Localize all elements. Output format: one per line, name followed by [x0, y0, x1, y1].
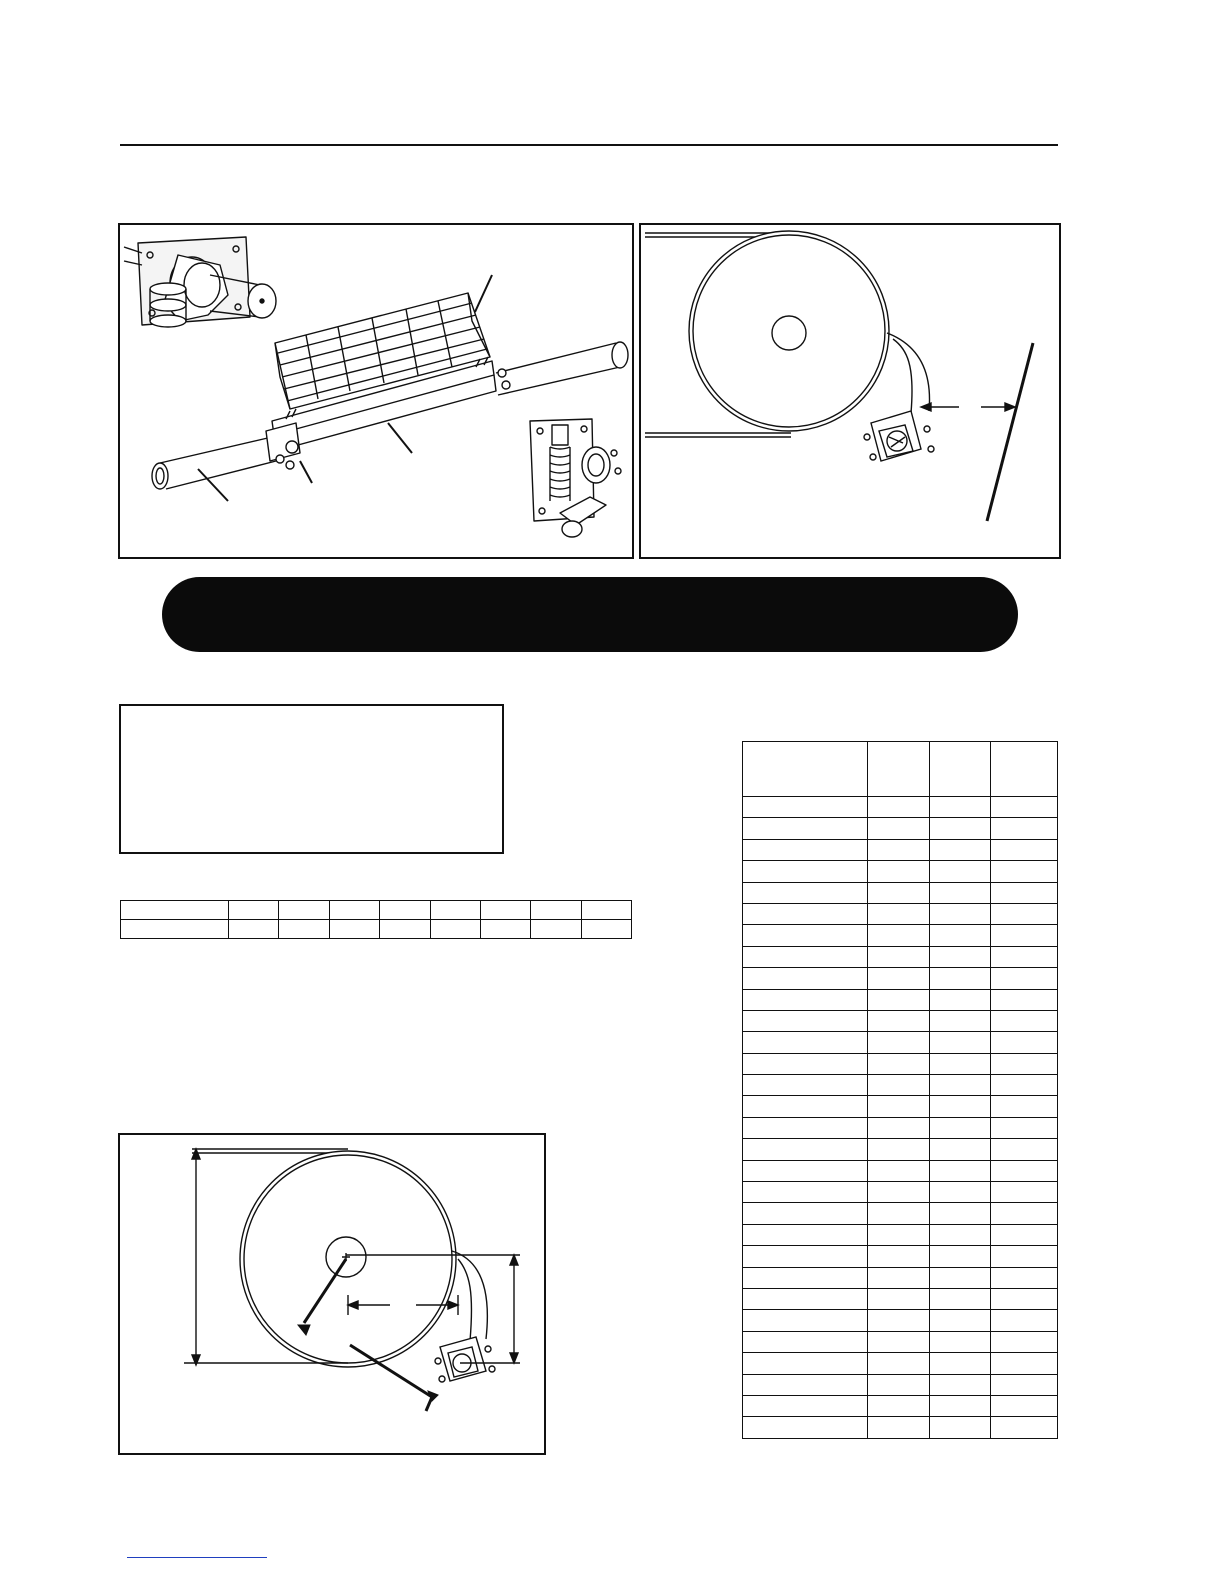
table-cell	[743, 968, 868, 989]
table-cell	[930, 1203, 991, 1224]
table-cell	[868, 968, 930, 989]
table-cell	[430, 920, 480, 939]
pulley-side-view-drawing	[641, 225, 1059, 557]
table-row	[743, 1053, 1058, 1074]
table-cell	[279, 920, 329, 939]
table-cell	[868, 1417, 930, 1438]
table-cell	[868, 882, 930, 903]
table-cell	[868, 946, 930, 967]
table-cell	[743, 882, 868, 903]
table-cell	[868, 1395, 930, 1416]
header-rule	[120, 144, 1058, 146]
table-cell	[991, 903, 1058, 924]
table-cell	[930, 1267, 991, 1288]
table-cell	[868, 1203, 930, 1224]
table-cell	[743, 1075, 868, 1096]
table-row	[121, 901, 632, 920]
table-cell	[991, 1203, 1058, 1224]
table-row	[743, 1139, 1058, 1160]
table-cell	[743, 1010, 868, 1031]
table-cell	[743, 1417, 868, 1438]
table-cell	[991, 882, 1058, 903]
table-cell	[868, 1117, 930, 1138]
table-cell	[229, 920, 279, 939]
table-row	[743, 1288, 1058, 1309]
table-cell	[229, 901, 279, 920]
table-cell	[743, 1160, 868, 1181]
table-row	[743, 861, 1058, 882]
table-row	[743, 1032, 1058, 1053]
pulley-dimension-drawing	[120, 1135, 544, 1453]
table-row	[743, 1395, 1058, 1416]
table-cell	[743, 1032, 868, 1053]
table-cell	[930, 1288, 991, 1309]
table-row	[743, 989, 1058, 1010]
table-cell	[991, 1288, 1058, 1309]
table-cell	[868, 839, 930, 860]
table-cell	[868, 1331, 930, 1352]
table-cell	[868, 1053, 930, 1074]
table-cell	[743, 1288, 868, 1309]
table-cell	[743, 1182, 868, 1203]
table-row	[743, 925, 1058, 946]
pulley-dimension-figure	[118, 1133, 546, 1455]
table-cell	[743, 1203, 868, 1224]
table-cell	[991, 1310, 1058, 1331]
table-cell	[991, 1267, 1058, 1288]
column-header	[743, 742, 868, 797]
footer-link[interactable]	[127, 1557, 267, 1558]
table-cell	[868, 818, 930, 839]
table-cell	[930, 968, 991, 989]
table-cell	[991, 1395, 1058, 1416]
table-cell	[991, 925, 1058, 946]
table-cell	[581, 901, 631, 920]
table-cell	[930, 1075, 991, 1096]
table-cell	[930, 1096, 991, 1117]
table-row	[743, 1246, 1058, 1267]
table-cell	[743, 1331, 868, 1352]
table-cell	[930, 925, 991, 946]
table-cell	[930, 903, 991, 924]
table-row	[743, 1353, 1058, 1374]
table-cell	[531, 901, 581, 920]
table-row	[743, 1182, 1058, 1203]
table-cell	[991, 1053, 1058, 1074]
table-cell	[743, 839, 868, 860]
table-cell	[743, 1246, 868, 1267]
table-cell	[930, 1331, 991, 1352]
table-cell	[991, 1010, 1058, 1031]
table-cell	[991, 818, 1058, 839]
cleaner-assembly-drawing	[120, 225, 632, 557]
note-box	[119, 704, 504, 854]
table-row	[743, 1224, 1058, 1245]
table-cell	[930, 1053, 991, 1074]
table-cell	[480, 920, 530, 939]
table-cell	[430, 901, 480, 920]
table-cell	[991, 989, 1058, 1010]
table-row	[743, 1160, 1058, 1181]
table-cell	[930, 1353, 991, 1374]
spec-table-body	[743, 797, 1058, 1439]
table-cell	[991, 839, 1058, 860]
table-cell	[868, 797, 930, 818]
table-cell	[991, 968, 1058, 989]
table-cell	[868, 1075, 930, 1096]
table-cell	[930, 1032, 991, 1053]
table-cell	[991, 1353, 1058, 1374]
table-header-row	[743, 742, 1058, 797]
table-cell	[743, 1053, 868, 1074]
table-row	[743, 1203, 1058, 1224]
table-row	[743, 903, 1058, 924]
table-cell	[930, 1160, 991, 1181]
table-cell	[930, 1224, 991, 1245]
table-cell	[930, 946, 991, 967]
table-row	[743, 818, 1058, 839]
table-cell	[581, 920, 631, 939]
table-cell	[380, 920, 430, 939]
table-cell	[743, 925, 868, 946]
table-cell	[991, 1417, 1058, 1438]
table-cell	[743, 1267, 868, 1288]
table-cell	[743, 797, 868, 818]
table-cell	[991, 1331, 1058, 1352]
table-cell	[868, 1224, 930, 1245]
table-cell	[991, 1224, 1058, 1245]
table-cell	[480, 901, 530, 920]
table-cell	[380, 901, 430, 920]
table-cell	[930, 1139, 991, 1160]
table-cell	[329, 901, 379, 920]
table-row	[743, 1331, 1058, 1352]
table-cell	[868, 1010, 930, 1031]
table-cell	[743, 1395, 868, 1416]
table-row	[743, 968, 1058, 989]
table-cell	[868, 861, 930, 882]
table-row	[743, 1417, 1058, 1438]
table-cell	[930, 818, 991, 839]
table-cell	[743, 903, 868, 924]
table-cell	[868, 1246, 930, 1267]
table-row	[743, 946, 1058, 967]
table-row	[743, 1310, 1058, 1331]
table-cell	[329, 920, 379, 939]
table-cell	[991, 797, 1058, 818]
table-cell	[868, 1182, 930, 1203]
table-cell	[930, 1246, 991, 1267]
table-cell	[930, 1374, 991, 1395]
table-cell	[868, 1374, 930, 1395]
table-cell	[991, 1374, 1058, 1395]
table-cell	[121, 901, 229, 920]
table-cell	[930, 882, 991, 903]
table-cell	[991, 1246, 1058, 1267]
column-header	[868, 742, 930, 797]
table-cell	[743, 1096, 868, 1117]
table-cell	[868, 925, 930, 946]
table-cell	[930, 839, 991, 860]
table-cell	[743, 861, 868, 882]
table-cell	[930, 1182, 991, 1203]
table-cell	[868, 1310, 930, 1331]
table-row	[743, 882, 1058, 903]
table-cell	[991, 1096, 1058, 1117]
table-cell	[531, 920, 581, 939]
table-cell	[868, 1139, 930, 1160]
table-cell	[930, 1417, 991, 1438]
cleaner-assembly-figure	[118, 223, 634, 559]
table-cell	[991, 1032, 1058, 1053]
column-header	[930, 742, 991, 797]
pulley-side-view-figure	[639, 223, 1061, 559]
table-row	[743, 1075, 1058, 1096]
table-cell	[279, 901, 329, 920]
table-cell	[743, 1117, 868, 1138]
table-cell	[930, 1117, 991, 1138]
table-cell	[743, 1224, 868, 1245]
column-header	[991, 742, 1058, 797]
table-cell	[743, 1139, 868, 1160]
table-cell	[743, 946, 868, 967]
table-row	[743, 1096, 1058, 1117]
table-cell	[868, 903, 930, 924]
table-cell	[991, 861, 1058, 882]
table-cell	[868, 1353, 930, 1374]
width-table	[120, 900, 632, 939]
table-cell	[868, 1267, 930, 1288]
table-cell	[930, 1010, 991, 1031]
table-cell	[930, 797, 991, 818]
table-cell	[991, 946, 1058, 967]
table-cell	[743, 1310, 868, 1331]
table-cell	[991, 1160, 1058, 1181]
table-cell	[743, 818, 868, 839]
table-row	[743, 1374, 1058, 1395]
table-cell	[930, 861, 991, 882]
table-cell	[121, 920, 229, 939]
table-cell	[930, 1310, 991, 1331]
section-banner	[162, 577, 1018, 652]
spec-table	[742, 741, 1058, 1439]
table-cell	[991, 1139, 1058, 1160]
table-cell	[991, 1182, 1058, 1203]
table-row	[121, 920, 632, 939]
table-row	[743, 1010, 1058, 1031]
table-cell	[991, 1117, 1058, 1138]
table-cell	[868, 1096, 930, 1117]
table-row	[743, 839, 1058, 860]
table-cell	[743, 1353, 868, 1374]
table-cell	[743, 989, 868, 1010]
table-cell	[868, 1160, 930, 1181]
table-row	[743, 1117, 1058, 1138]
table-row	[743, 797, 1058, 818]
table-cell	[868, 1288, 930, 1309]
table-cell	[868, 1032, 930, 1053]
table-cell	[743, 1374, 868, 1395]
table-cell	[930, 1395, 991, 1416]
table-cell	[930, 989, 991, 1010]
table-cell	[868, 989, 930, 1010]
table-cell	[991, 1075, 1058, 1096]
table-row	[743, 1267, 1058, 1288]
